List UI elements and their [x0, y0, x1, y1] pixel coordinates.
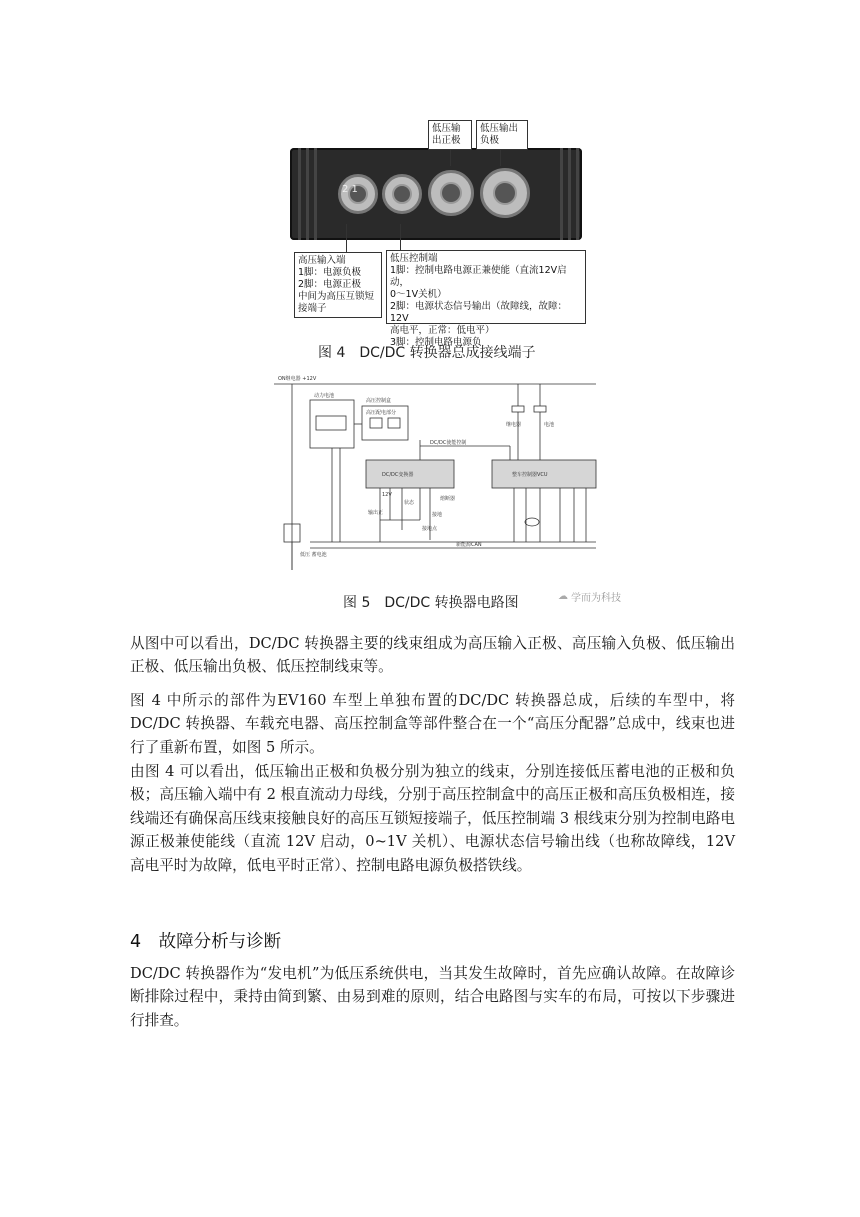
section-heading: 4 故障分析与诊断 — [130, 932, 282, 952]
ctrl-line-label: DC/DC使能控制 — [430, 440, 467, 446]
lv-output-negative-connector — [480, 168, 530, 218]
out-pos-label: 输出正 — [368, 510, 384, 516]
can-label: 新能源CAN — [456, 542, 482, 548]
section-paragraph: DC/DC 转换器作为“发电机”为低压系统供电，当其发生故障时，首先应确认故障。在故障诊断排除过程中，秉持由简到繁、由易到难的原则，结合电路图与实车的布局，可按以下步骤进行排查。 — [130, 965, 735, 1029]
lv-output-positive-connector — [428, 170, 474, 216]
lv-control-connector — [382, 174, 422, 214]
callout-hv-input: 高压输入端 1脚：电源负极 2脚：电源正极 中间为高压互锁短 接端子 — [294, 252, 382, 318]
dcdc-label: DC/DC变换器 — [382, 472, 414, 478]
paragraph-2: 图 4 中所示的部件为EV160 车型上单独布置的DC/DC 转换器总成，后续的车型中，将 DC/DC 转换器、车载充电器、高压控制盒等部件整合在一个“高压分配器”总成中，线束也进行了重新布置，如图 5 所示。 — [130, 692, 735, 756]
enable-label: 12V — [382, 492, 392, 498]
callout-lv-output-negative: 低压输出 负极 — [476, 120, 528, 150]
fuse-label: 熔断器 — [440, 496, 456, 502]
lv-battery-label: 低压 蓄电池 — [300, 552, 327, 558]
relay-label: 继电器 — [506, 422, 522, 428]
gnd-label: 接地 — [432, 512, 443, 518]
paragraph-3: 由图 4 可以看出，低压输出正极和负极分别为独立的线束，分别连接低压蓄电池的正极和负极；高压输入端中有 2 根直流动力母线，分别于高压控制盒中的高压正极和高压负极相连，接线端还有确保高压线束接触良好的高压互锁短接端子，低压控制端 3 根线束分别为控制电路电源正极兼使能线（直流 12V 启动，0~1V 关机）、电源状态信号输出线（也称故障线，12V 高电平时为故障，低电平时正常）、控制电路电源负极搭铁线。 — [130, 763, 735, 874]
battery-ctrl-label: 电池 — [544, 422, 555, 428]
watermark-text: 学而为科技 — [571, 593, 621, 604]
dcdc-circuit-diagram — [270, 370, 600, 582]
figure-4-caption: 图 4 DC/DC 转换器总成接线端子 — [318, 345, 536, 361]
status-label: 状态 — [404, 500, 415, 506]
connector-pin-marks: 2 1 — [342, 184, 358, 195]
watermark — [558, 589, 621, 604]
figure-5-caption: 图 5 DC/DC 转换器电路图 — [343, 595, 519, 611]
dcdc-device-photo — [290, 148, 582, 240]
paragraph-1: 从图中可以看出，DC/DC 转换器主要的线束组成为高压输入正极、高压输入负极、低压输出正极、低压输出负极、低压控制线束等。 — [130, 635, 735, 676]
vcu-label: 整车控制器VCU — [512, 472, 548, 478]
callout-lv-output-positive: 低压输 出正极 — [428, 120, 472, 150]
watermark-icon: ☁ — [558, 591, 568, 602]
hv-box-label: 高压控制盒 — [366, 398, 392, 404]
figure-4 — [286, 118, 586, 348]
hv-box2-label: 高压配电部分 — [366, 410, 397, 416]
callout-lv-control: 低压控制端 1脚：控制电路电源正兼使能（直流12V启动， 0～1V关机） 2脚：电源状态信号输出（故障线，故障：12V 高电平，正常：低电平） 3脚：控制电路电源负 — [386, 250, 586, 324]
bus-label: ON继电器 +12V — [278, 376, 317, 382]
figure-5 — [270, 370, 600, 582]
power-battery-label: 动力电池 — [314, 393, 335, 399]
ground-point-label: 接地点 — [422, 526, 438, 532]
